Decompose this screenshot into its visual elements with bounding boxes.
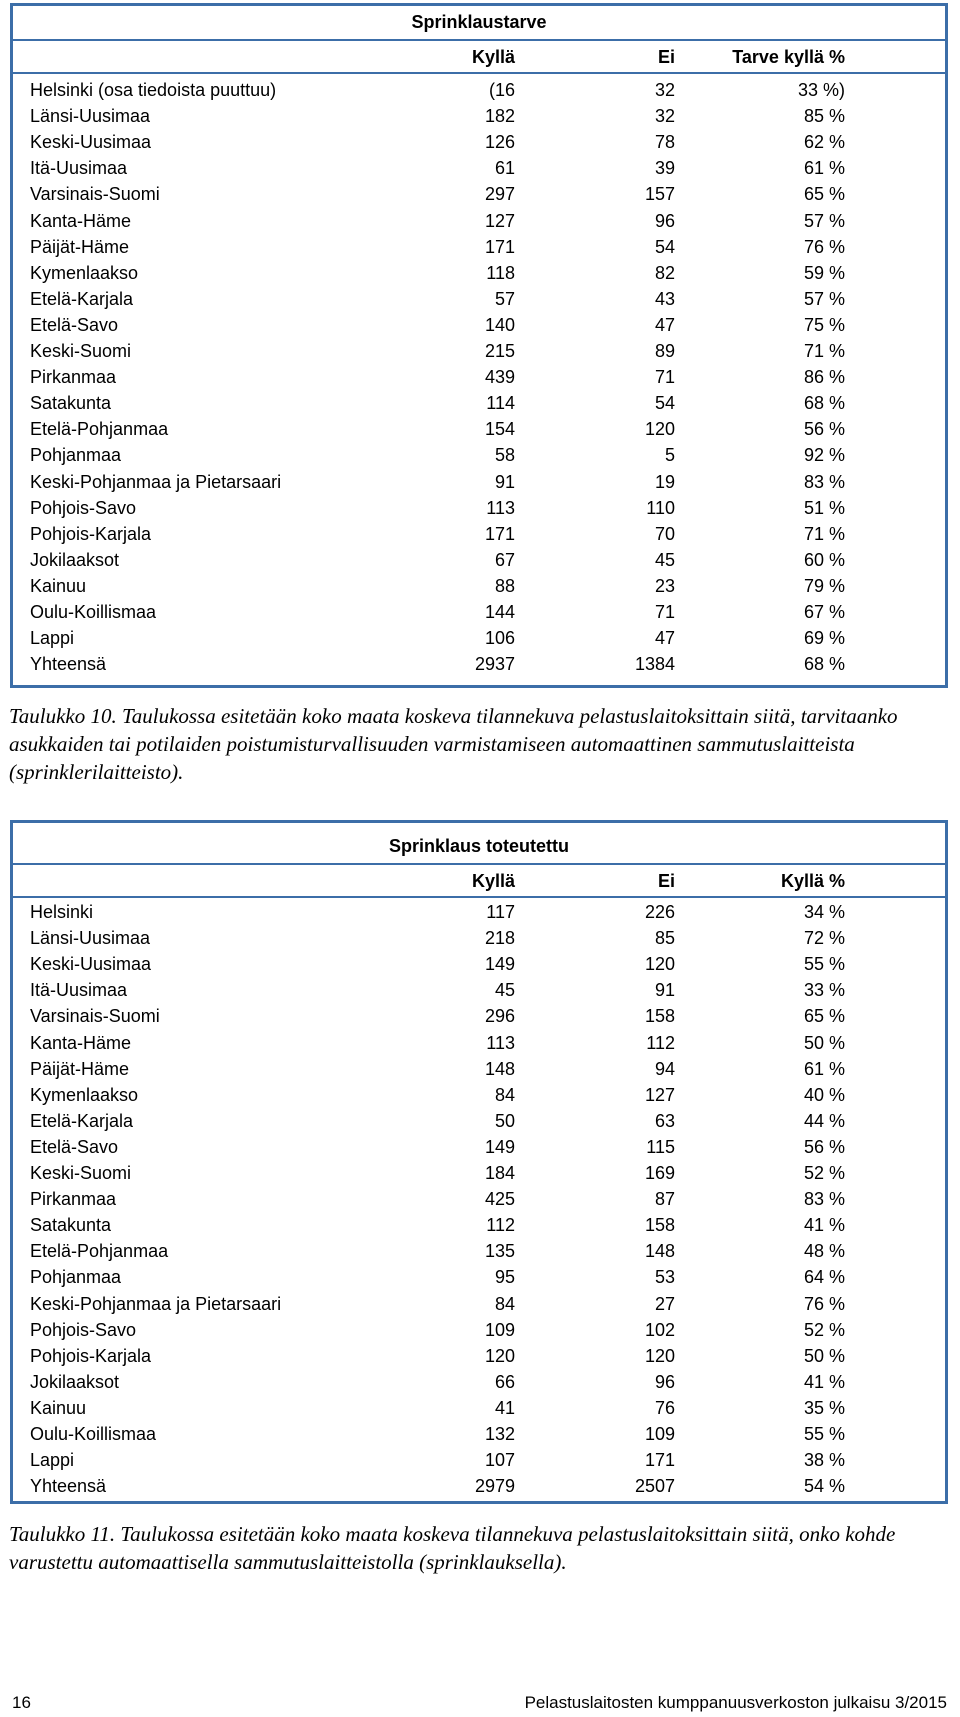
ei-cell: 82 xyxy=(654,262,675,283)
ei-cell: 158 xyxy=(644,1006,675,1027)
ei-cell: 27 xyxy=(654,1293,675,1314)
region-cell: Pohjanmaa xyxy=(30,445,122,466)
region-cell: Yhteensä xyxy=(30,1476,107,1497)
ei-cell: 85 xyxy=(654,928,675,949)
percent-cell: 59 % xyxy=(803,262,845,283)
region-cell: Kymenlaakso xyxy=(30,1084,139,1105)
region-cell: Satakunta xyxy=(30,1215,112,1236)
region-cell: Varsinais-Suomi xyxy=(30,1006,160,1027)
ei-cell: 109 xyxy=(644,1424,675,1444)
ei-cell: 5 xyxy=(664,445,675,466)
page-footer xyxy=(12,1692,947,1714)
table-row xyxy=(13,1056,945,1082)
table-row xyxy=(13,234,945,260)
percent-cell: 33 % xyxy=(803,980,845,1001)
kylla-cell: 2979 xyxy=(474,1476,515,1497)
table-row xyxy=(13,338,945,364)
kylla-cell: 171 xyxy=(484,523,515,544)
ei-cell: 71 xyxy=(654,602,675,622)
table-header-row xyxy=(13,868,945,894)
ei-cell: 120 xyxy=(644,954,675,975)
table-row xyxy=(13,925,945,951)
table-row xyxy=(13,1160,945,1186)
region-cell: Itä-Uusimaa xyxy=(30,980,128,1001)
table-total-row xyxy=(13,651,945,677)
table-row xyxy=(13,1421,945,1447)
ei-cell: 226 xyxy=(644,902,675,922)
region-cell: Pohjanmaa xyxy=(30,1267,122,1288)
ei-cell: 70 xyxy=(654,523,675,544)
table-row xyxy=(13,547,945,573)
region-cell: Keski-Uusimaa xyxy=(30,954,152,975)
table-row xyxy=(13,625,945,651)
region-cell: Kainuu xyxy=(30,1397,87,1418)
table-row xyxy=(13,1343,945,1369)
kylla-cell: 41 xyxy=(494,1397,515,1418)
percent-cell: 68 % xyxy=(803,654,845,675)
ei-cell: 19 xyxy=(654,471,675,492)
ei-cell: 54 xyxy=(654,236,675,257)
ei-cell: 169 xyxy=(644,1163,675,1183)
table-row xyxy=(13,77,945,103)
table-row xyxy=(13,312,945,338)
ei-cell: 96 xyxy=(654,210,675,231)
kylla-cell: 126 xyxy=(484,132,515,153)
ei-cell: 157 xyxy=(644,184,675,205)
percent-cell: 44 % xyxy=(803,1110,845,1131)
region-cell: Pirkanmaa xyxy=(30,367,117,388)
kylla-cell: 106 xyxy=(484,628,515,649)
percent-cell: 38 % xyxy=(803,1450,845,1471)
region-cell: Satakunta xyxy=(30,393,112,414)
ei-cell: 94 xyxy=(654,1058,675,1079)
region-cell: Yhteensä xyxy=(30,654,107,675)
kylla-cell: 84 xyxy=(494,1084,515,1105)
region-cell: Pohjois-Karjala xyxy=(30,1345,152,1366)
percent-cell: 57 % xyxy=(803,210,845,231)
percent-cell: 60 % xyxy=(803,549,845,570)
percent-cell: 62 % xyxy=(803,132,845,153)
table-title: Sprinklaus toteutettu xyxy=(388,836,569,856)
table-row xyxy=(13,181,945,207)
region-cell: Pirkanmaa xyxy=(30,1189,117,1210)
region-cell: Kainuu xyxy=(30,575,87,596)
percent-cell: 55 % xyxy=(803,954,845,975)
region-cell: Länsi-Uusimaa xyxy=(30,106,151,127)
percent-cell: 85 % xyxy=(803,106,845,127)
percent-cell: 92 % xyxy=(803,445,845,466)
ei-cell: 115 xyxy=(646,1136,675,1157)
percent-cell: 52 % xyxy=(803,1319,845,1340)
region-cell: Itä-Uusimaa xyxy=(30,158,128,179)
kylla-cell: 91 xyxy=(494,471,515,492)
table-caption-10: Taulukko 10. Taulukossa esitetään koko maata koskeva tilannekuva pelastuslaitoksittain siitä, tarvitaanko asukkaiden tai potilaiden poistumisturvallisuuden varmistamiseen automaattinen sammutuslaitteista (sprinklerilaitteisto). xyxy=(9,704,898,784)
title-divider xyxy=(13,39,945,41)
kylla-cell: 296 xyxy=(484,1006,515,1027)
kylla-cell: 154 xyxy=(484,419,515,440)
kylla-cell: 425 xyxy=(484,1189,515,1210)
kylla-cell: 149 xyxy=(484,1136,515,1157)
ei-cell: 45 xyxy=(654,549,675,570)
header-kylla: Kyllä xyxy=(471,871,515,891)
region-cell: Jokilaaksot xyxy=(30,549,120,570)
kylla-cell: 439 xyxy=(484,367,515,388)
header-percent: Tarve kyllä % xyxy=(732,47,845,67)
kylla-cell: 113 xyxy=(486,497,515,518)
ei-cell: 32 xyxy=(654,80,675,100)
table-row xyxy=(13,208,945,234)
table-row xyxy=(13,129,945,155)
percent-cell: 48 % xyxy=(803,1241,845,1262)
percent-cell: 51 % xyxy=(803,497,845,518)
table-row xyxy=(13,260,945,286)
region-cell: Lappi xyxy=(30,1450,75,1471)
table-row xyxy=(13,286,945,312)
region-cell: Keski-Uusimaa xyxy=(30,132,152,153)
region-cell: Etelä-Pohjanmaa xyxy=(30,1241,169,1262)
ei-cell: 96 xyxy=(654,1371,675,1392)
percent-cell: 83 % xyxy=(803,1189,845,1210)
kylla-cell: 66 xyxy=(494,1371,515,1392)
table-row xyxy=(13,1317,945,1343)
table-row xyxy=(13,495,945,521)
table-row xyxy=(13,416,945,442)
table-title: Sprinklaustarve xyxy=(411,12,547,32)
kylla-cell: 50 xyxy=(494,1110,515,1131)
table-row xyxy=(13,1082,945,1108)
kylla-cell: 120 xyxy=(484,1345,515,1366)
table-row xyxy=(13,977,945,1003)
kylla-cell: 95 xyxy=(494,1267,515,1288)
table-row xyxy=(13,1291,945,1317)
header-divider xyxy=(13,896,945,898)
ei-cell: 148 xyxy=(644,1241,675,1262)
ei-cell: 171 xyxy=(644,1450,675,1471)
percent-cell: 61 % xyxy=(803,158,845,179)
kylla-cell: 140 xyxy=(484,314,515,335)
percent-cell: 52 % xyxy=(803,1163,845,1183)
table-row xyxy=(13,1238,945,1264)
table-header-row xyxy=(13,44,945,70)
region-cell: Keski-Pohjanmaa ja Pietarsaari xyxy=(30,1293,282,1314)
percent-cell: 33 %) xyxy=(797,80,845,100)
percent-cell: 40 % xyxy=(803,1084,845,1105)
kylla-cell: 112 xyxy=(486,1215,515,1236)
table-row xyxy=(13,1264,945,1290)
region-cell: Keski-Suomi xyxy=(30,1163,132,1183)
percent-cell: 56 % xyxy=(803,1136,845,1157)
kylla-cell: 114 xyxy=(486,393,515,414)
ei-cell: 158 xyxy=(644,1215,675,1236)
percent-cell: 71 % xyxy=(803,341,845,361)
table-row xyxy=(13,390,945,416)
region-cell: Kanta-Häme xyxy=(30,210,132,231)
region-cell: Etelä-Savo xyxy=(30,314,119,335)
percent-cell: 86 % xyxy=(803,367,845,388)
ei-cell: 47 xyxy=(654,314,675,335)
kylla-cell: 149 xyxy=(484,954,515,975)
header-ei: Ei xyxy=(657,47,675,67)
table-row xyxy=(13,1212,945,1238)
kylla-cell: 144 xyxy=(484,602,515,622)
percent-cell: 34 % xyxy=(803,902,845,922)
kylla-cell: 218 xyxy=(484,928,515,949)
percent-cell: 50 % xyxy=(803,1032,845,1053)
region-cell: Oulu-Koillismaa xyxy=(30,1424,157,1444)
percent-cell: 67 % xyxy=(803,602,845,622)
ei-cell: 32 xyxy=(654,106,675,127)
kylla-cell: 127 xyxy=(484,210,515,231)
ei-cell: 102 xyxy=(644,1319,675,1340)
percent-cell: 35 % xyxy=(803,1397,845,1418)
ei-cell: 120 xyxy=(644,1345,675,1366)
table-row xyxy=(13,364,945,390)
kylla-cell: 57 xyxy=(494,288,515,309)
region-cell: Etelä-Pohjanmaa xyxy=(30,419,169,440)
region-cell: Pohjois-Savo xyxy=(30,1319,137,1340)
percent-cell: 41 % xyxy=(803,1371,845,1392)
kylla-cell: 135 xyxy=(484,1241,515,1262)
kylla-cell: 113 xyxy=(486,1032,515,1053)
region-cell: Lappi xyxy=(30,628,75,649)
region-cell: Helsinki (osa tiedoista puuttuu) xyxy=(30,80,277,100)
table-row xyxy=(13,1108,945,1134)
region-cell: Pohjois-Savo xyxy=(30,497,137,518)
kylla-cell: 84 xyxy=(494,1293,515,1314)
kylla-cell: 109 xyxy=(484,1319,515,1340)
kylla-cell: 132 xyxy=(484,1424,515,1444)
ei-cell: 76 xyxy=(654,1397,675,1418)
region-cell: Länsi-Uusimaa xyxy=(30,928,151,949)
kylla-cell: 297 xyxy=(484,184,515,205)
percent-cell: 79 % xyxy=(803,575,845,596)
region-cell: Jokilaaksot xyxy=(30,1371,120,1392)
kylla-cell: (16 xyxy=(488,80,515,100)
kylla-cell: 107 xyxy=(484,1450,515,1471)
percent-cell: 76 % xyxy=(803,1293,845,1314)
region-cell: Päijät-Häme xyxy=(30,1058,130,1079)
kylla-cell: 88 xyxy=(494,575,515,596)
table-row xyxy=(13,103,945,129)
header-divider xyxy=(13,72,945,74)
ei-cell: 87 xyxy=(654,1189,675,1210)
percent-cell: 55 % xyxy=(803,1424,845,1444)
page-number: 16 xyxy=(12,1693,31,1712)
ei-cell: 71 xyxy=(654,367,675,388)
percent-cell: 68 % xyxy=(803,393,845,414)
ei-cell: 39 xyxy=(654,158,675,179)
kylla-cell: 184 xyxy=(484,1163,515,1183)
table-row xyxy=(13,951,945,977)
percent-cell: 76 % xyxy=(803,236,845,257)
region-cell: Keski-Suomi xyxy=(30,341,132,361)
region-cell: Etelä-Karjala xyxy=(30,288,134,309)
percent-cell: 65 % xyxy=(803,184,845,205)
table-row xyxy=(13,1447,945,1473)
table-row xyxy=(13,1186,945,1212)
region-cell: Keski-Pohjanmaa ja Pietarsaari xyxy=(30,471,282,492)
ei-cell: 112 xyxy=(646,1032,675,1053)
percent-cell: 83 % xyxy=(803,471,845,492)
percent-cell: 65 % xyxy=(803,1006,845,1027)
region-cell: Kymenlaakso xyxy=(30,262,139,283)
header-ei: Ei xyxy=(657,871,675,891)
ei-cell: 54 xyxy=(654,393,675,414)
table-total-row xyxy=(13,1473,945,1499)
ei-cell: 1384 xyxy=(634,654,675,675)
table-sprinklaustarve xyxy=(10,3,948,688)
title-divider xyxy=(13,863,945,865)
ei-cell: 78 xyxy=(654,132,675,153)
percent-cell: 69 % xyxy=(803,628,845,649)
region-cell: Kanta-Häme xyxy=(30,1032,132,1053)
ei-cell: 43 xyxy=(654,288,675,309)
kylla-cell: 58 xyxy=(494,445,515,466)
region-cell: Pohjois-Karjala xyxy=(30,523,152,544)
kylla-cell: 171 xyxy=(484,236,515,257)
percent-cell: 75 % xyxy=(803,314,845,335)
table-row xyxy=(13,442,945,468)
percent-cell: 72 % xyxy=(803,928,845,949)
percent-cell: 54 % xyxy=(803,1476,845,1497)
ei-cell: 91 xyxy=(654,980,675,1001)
percent-cell: 50 % xyxy=(803,1345,845,1366)
kylla-cell: 2937 xyxy=(474,654,515,675)
ei-cell: 120 xyxy=(644,419,675,440)
ei-cell: 89 xyxy=(654,341,675,361)
table-row xyxy=(13,1003,945,1029)
kylla-cell: 118 xyxy=(486,262,515,283)
table-row xyxy=(13,599,945,625)
region-cell: Varsinais-Suomi xyxy=(30,184,160,205)
region-cell: Etelä-Karjala xyxy=(30,1110,134,1131)
publication-title: Pelastuslaitosten kumppanuusverkoston julkaisu 3/2015 xyxy=(524,1693,947,1712)
percent-cell: 71 % xyxy=(803,523,845,544)
ei-cell: 47 xyxy=(654,628,675,649)
table-row xyxy=(13,573,945,599)
percent-cell: 41 % xyxy=(803,1215,845,1236)
kylla-cell: 45 xyxy=(494,980,515,1001)
header-percent: Kyllä % xyxy=(780,871,845,891)
region-cell: Helsinki xyxy=(30,902,94,922)
kylla-cell: 117 xyxy=(486,902,515,922)
table-row xyxy=(13,1369,945,1395)
table-row xyxy=(13,1030,945,1056)
table-caption-11: Taulukko 11. Taulukossa esitetään koko maata koskeva tilannekuva pelastuslaitoksittain siitä, onko kohde varustettu automaattisella sammutuslaitteistolla (sprinklauksella). xyxy=(9,1522,896,1574)
region-cell: Etelä-Savo xyxy=(30,1136,119,1157)
region-cell: Päijät-Häme xyxy=(30,236,130,257)
table-row xyxy=(13,469,945,495)
table-row xyxy=(13,1134,945,1160)
ei-cell: 110 xyxy=(646,497,675,518)
percent-cell: 64 % xyxy=(803,1267,845,1288)
ei-cell: 2507 xyxy=(634,1476,675,1497)
table-sprinklaus-toteutettu xyxy=(10,820,948,1504)
region-cell: Oulu-Koillismaa xyxy=(30,602,157,622)
kylla-cell: 61 xyxy=(494,158,515,179)
table-row xyxy=(13,521,945,547)
header-kylla: Kyllä xyxy=(471,47,515,67)
kylla-cell: 182 xyxy=(484,106,515,127)
ei-cell: 127 xyxy=(644,1084,675,1105)
kylla-cell: 215 xyxy=(484,341,515,361)
kylla-cell: 67 xyxy=(494,549,515,570)
table-row xyxy=(13,1395,945,1421)
ei-cell: 53 xyxy=(654,1267,675,1288)
ei-cell: 23 xyxy=(654,575,675,596)
table-row xyxy=(13,899,945,925)
table-row xyxy=(13,155,945,181)
percent-cell: 56 % xyxy=(803,419,845,440)
kylla-cell: 148 xyxy=(484,1058,515,1079)
percent-cell: 61 % xyxy=(803,1058,845,1079)
ei-cell: 63 xyxy=(654,1110,675,1131)
percent-cell: 57 % xyxy=(803,288,845,309)
